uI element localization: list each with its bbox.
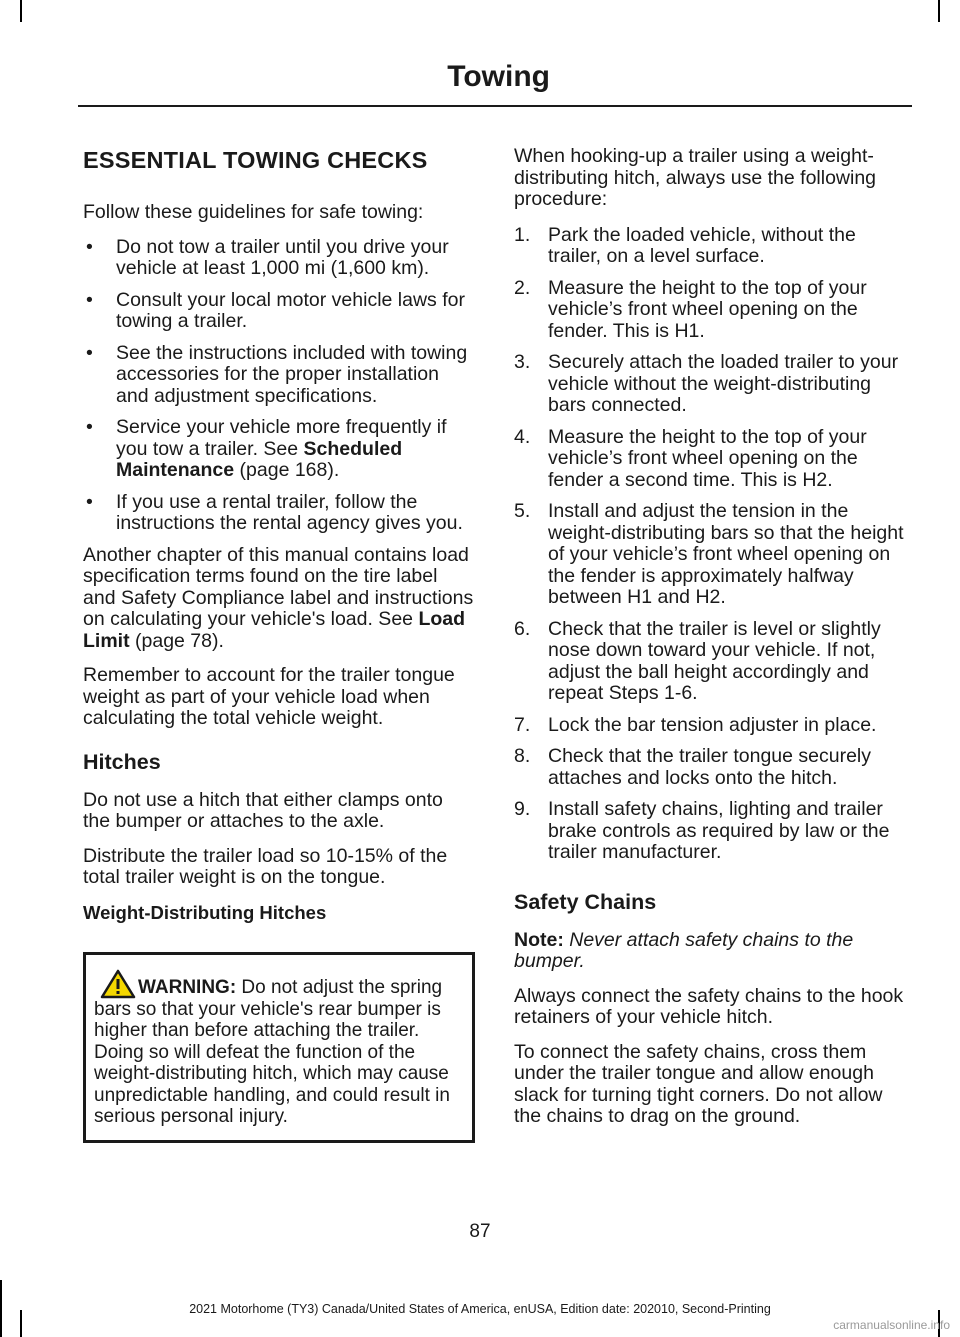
- bullet-symbol: •: [86, 288, 93, 311]
- list-item-text: If you use a rental trailer, follow the instructions the rental agency gives you.: [116, 490, 463, 534]
- step-item: [514, 746, 908, 789]
- safety-connect-paragraph: To connect the safety chains, cross them under the trailer tongue and allow enough slack for turning tight corners. Do not allow the chains to drag on the ground.: [514, 1040, 883, 1127]
- chapter-title: Towing: [447, 60, 550, 93]
- left-column: [83, 146, 475, 1143]
- warning-triangle-icon: [100, 969, 136, 999]
- list-item: [83, 492, 475, 535]
- guidelines-list: [83, 237, 475, 535]
- safety-paragraph: Always connect the safety chains to the hook retainers of your vehicle hitch.: [514, 984, 904, 1028]
- step-number: 7.: [514, 713, 531, 736]
- step-number: 3.: [514, 351, 531, 373]
- step-item: [514, 352, 908, 417]
- list-item-text: See the instructions included with towing accessories for the proper installation and adjustment specifications.: [116, 341, 468, 407]
- step-text: Lock the bar tension adjuster in place.: [548, 713, 877, 736]
- load-limit-link[interactable]: Load Limit: [83, 608, 466, 652]
- safety-chains-heading: Safety Chains: [514, 889, 657, 914]
- step-text: Measure the height to the top of your vehicle’s front wheel opening on the fender a second time. This is H2.: [548, 425, 867, 491]
- list-item: [83, 237, 475, 280]
- step-item: [514, 799, 908, 864]
- crop-mark-top-right: [938, 0, 940, 22]
- hitches-load-paragraph: Distribute the trailer load so 10-15% of the total trailer weight is on the tongue.: [83, 844, 448, 888]
- load-text: Another chapter of this manual contains load specification terms found on the tire label and Safety Compliance label and instructions on calculating your vehicle's load. See: [83, 543, 474, 630]
- note-paragraph: [514, 930, 908, 973]
- watermark: carmanualsonline.info: [833, 1318, 950, 1332]
- step-item: [514, 501, 908, 609]
- weight-distributing-heading: Weight-Distributing Hitches: [83, 901, 327, 923]
- hitches-paragraph: Do not use a hitch that either clamps onto the bumper or attaches to the axle.: [83, 788, 443, 832]
- procedure-steps: [514, 225, 908, 864]
- list-item-text: Service your vehicle more frequently if you tow a trailer. See: [116, 416, 447, 460]
- crop-mark-top-left: [20, 0, 22, 22]
- bullet-symbol: •: [86, 235, 93, 258]
- step-number: 9.: [514, 798, 531, 820]
- bullet-symbol: •: [86, 416, 93, 438]
- right-column: [514, 146, 908, 1141]
- step-number: 2.: [514, 276, 531, 299]
- warning-text: Do not adjust the spring bars so that your vehicle's rear bumper is higher than before attaching the trailer. Doing so will defeat the function of the weight-distributing hitch, which may cause unpredictable handling, and could result in serious personal injury.: [94, 976, 450, 1127]
- list-item-text: Do not tow a trailer until you drive your vehicle at least 1,000 mi (1,600 km).: [116, 235, 449, 279]
- list-item: [83, 290, 475, 333]
- step-number: 5.: [514, 500, 531, 522]
- step-item: [514, 619, 908, 705]
- note-text: Never attach safety chains to the bumper.: [514, 928, 854, 972]
- step-text: Check that the trailer tongue securely attaches and locks onto the hitch.: [548, 745, 872, 789]
- step-number: 8.: [514, 745, 531, 767]
- hitches-heading: Hitches: [83, 749, 161, 774]
- step-item: [514, 427, 908, 492]
- list-item-text: Consult your local motor vehicle laws for towing a trailer.: [116, 288, 465, 332]
- step-text: Check that the trailer is level or slightly nose down toward your vehicle. If not, adjust the ball height accordingly and repeat Steps 1-6.: [548, 617, 881, 704]
- load-paragraph: [83, 545, 475, 653]
- list-item: [83, 343, 475, 408]
- list-item: [83, 417, 475, 482]
- step-number: 1.: [514, 223, 531, 246]
- page-ref: (page 168).: [234, 459, 340, 481]
- warning-box: [83, 952, 475, 1143]
- step-text: Measure the height to the top of your vehicle’s front wheel opening on the fender. This is H1.: [548, 276, 867, 342]
- step-number: 4.: [514, 425, 531, 448]
- page-ref: (page 78).: [129, 629, 224, 652]
- bullet-symbol: •: [86, 490, 93, 513]
- edition-footer: 2021 Motorhome (TY3) Canada/United States of America, enUSA, Edition date: 202010, Second-Printing: [189, 1302, 771, 1316]
- step-number: 6.: [514, 617, 531, 640]
- header-rule: [78, 105, 912, 107]
- step-text: Install safety chains, lighting and trailer brake controls as required by law or the trailer manufacturer.: [548, 798, 890, 863]
- scheduled-maintenance-link[interactable]: Scheduled Maintenance: [116, 437, 403, 481]
- bullet-symbol: •: [86, 341, 93, 364]
- section-title: ESSENTIAL TOWING CHECKS: [83, 147, 428, 173]
- page-number: 87: [469, 1221, 491, 1242]
- step-item: [514, 715, 908, 737]
- step-item: [514, 278, 908, 343]
- step-text: Securely attach the loaded trailer to your vehicle without the weight-distributing bars connected.: [548, 351, 899, 416]
- note-label: Note:: [514, 928, 564, 951]
- procedure-intro: When hooking-up a trailer using a weight-distributing hitch, always use the following procedure:: [514, 145, 877, 210]
- warning-label: WARNING:: [138, 976, 237, 998]
- tongue-paragraph: Remember to account for the trailer tongue weight as part of your vehicle load when calculating the total vehicle weight.: [83, 664, 455, 729]
- step-text: Park the loaded vehicle, without the trailer, on a level surface.: [548, 223, 856, 267]
- step-text: Install and adjust the tension in the weight-distributing bars so that the height of your vehicle’s front wheel opening on the fender is approximately halfway between H1 and H2.: [548, 500, 904, 608]
- intro-paragraph: Follow these guidelines for safe towing:: [83, 201, 424, 223]
- step-item: [514, 225, 908, 268]
